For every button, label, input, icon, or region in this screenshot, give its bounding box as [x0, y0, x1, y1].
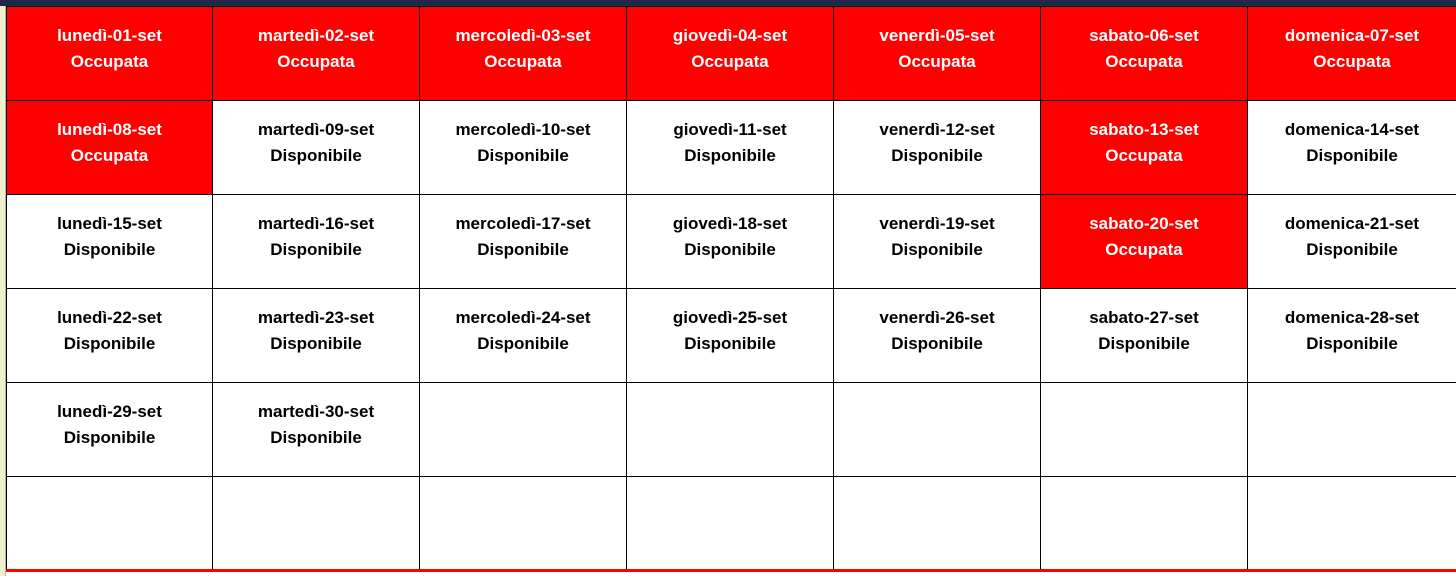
- day-cell[interactable]: [7, 289, 213, 383]
- day-cell[interactable]: [420, 101, 627, 195]
- empty-cell[interactable]: [7, 477, 213, 571]
- day-status-label: Disponibile: [684, 239, 776, 259]
- day-status-label: Occupata: [1313, 51, 1391, 71]
- calendar-grid: [6, 6, 1456, 571]
- day-cell[interactable]: [420, 195, 627, 289]
- empty-cell[interactable]: [420, 477, 627, 571]
- day-date-label: mercoledì-24-set: [455, 307, 591, 327]
- day-cell[interactable]: [7, 7, 213, 101]
- day-date-label: sabato-06-set: [1089, 25, 1199, 45]
- day-date-label: martedì-16-set: [257, 213, 375, 233]
- day-status-label: Disponibile: [477, 239, 569, 259]
- day-status-label: Disponibile: [270, 333, 362, 353]
- day-date-label: martedì-30-set: [257, 401, 375, 421]
- day-status-label: Disponibile: [270, 239, 362, 259]
- empty-cell[interactable]: [213, 477, 420, 571]
- empty-cell[interactable]: [834, 383, 1041, 477]
- day-date-label: lunedì-01-set: [57, 25, 162, 45]
- day-date-label: sabato-27-set: [1089, 307, 1199, 327]
- day-date-label: venerdì-05-set: [879, 25, 995, 45]
- day-date-label: mercoledì-10-set: [455, 119, 591, 139]
- day-cell[interactable]: [1041, 7, 1248, 101]
- day-status-label: Disponibile: [684, 145, 776, 165]
- day-cell[interactable]: [834, 101, 1041, 195]
- day-date-label: venerdì-12-set: [879, 119, 995, 139]
- day-status-label: Disponibile: [477, 333, 569, 353]
- day-cell[interactable]: [1248, 7, 1456, 101]
- day-date-label: lunedì-29-set: [57, 401, 162, 421]
- day-cell[interactable]: [213, 101, 420, 195]
- day-date-label: lunedì-22-set: [57, 307, 162, 327]
- day-date-label: venerdì-26-set: [879, 307, 995, 327]
- day-status-label: Disponibile: [63, 427, 156, 447]
- day-status-label: Disponibile: [1306, 333, 1398, 353]
- day-status-label: Disponibile: [63, 333, 156, 353]
- day-cell[interactable]: [7, 195, 213, 289]
- day-status-label: Disponibile: [684, 333, 776, 353]
- bottom-red-border: [6, 569, 1456, 572]
- day-cell[interactable]: [1248, 195, 1456, 289]
- day-date-label: lunedì-08-set: [57, 119, 162, 139]
- day-status-label: Occupata: [1105, 51, 1183, 71]
- day-status-label: Disponibile: [1306, 145, 1398, 165]
- day-status-label: Disponibile: [891, 239, 983, 259]
- day-date-label: sabato-13-set: [1089, 119, 1199, 139]
- day-status-label: Occupata: [1105, 239, 1183, 259]
- day-cell[interactable]: [834, 7, 1041, 101]
- day-status-label: Disponibile: [477, 145, 569, 165]
- day-status-label: Occupata: [898, 51, 976, 71]
- day-cell[interactable]: [1041, 195, 1248, 289]
- day-cell[interactable]: [213, 195, 420, 289]
- day-status-label: Occupata: [1105, 145, 1183, 165]
- empty-cell[interactable]: [1248, 477, 1456, 571]
- day-date-label: mercoledì-03-set: [455, 25, 591, 45]
- empty-cell[interactable]: [1041, 383, 1248, 477]
- day-status-label: Occupata: [277, 51, 355, 71]
- day-status-label: Disponibile: [891, 333, 983, 353]
- day-status-label: Disponibile: [1098, 333, 1190, 353]
- empty-cell[interactable]: [627, 383, 834, 477]
- day-date-label: mercoledì-17-set: [455, 213, 591, 233]
- day-status-label: Disponibile: [270, 427, 362, 447]
- day-date-label: giovedì-18-set: [672, 213, 788, 233]
- day-date-label: domenica-14-set: [1284, 119, 1420, 139]
- day-date-label: martedì-09-set: [257, 119, 375, 139]
- empty-cell[interactable]: [627, 477, 834, 571]
- day-status-label: Occupata: [70, 51, 149, 71]
- day-cell[interactable]: [627, 195, 834, 289]
- day-date-label: giovedì-25-set: [672, 307, 788, 327]
- day-date-label: venerdì-19-set: [879, 213, 995, 233]
- day-date-label: domenica-07-set: [1284, 25, 1420, 45]
- day-status-label: Occupata: [691, 51, 769, 71]
- day-date-label: martedì-02-set: [257, 25, 375, 45]
- day-date-label: giovedì-04-set: [672, 25, 788, 45]
- day-cell[interactable]: [1248, 101, 1456, 195]
- day-cell[interactable]: [420, 7, 627, 101]
- day-status-label: Disponibile: [63, 239, 156, 259]
- day-cell[interactable]: [834, 289, 1041, 383]
- day-status-label: Disponibile: [891, 145, 983, 165]
- day-status-label: Disponibile: [270, 145, 362, 165]
- day-cell[interactable]: [7, 383, 213, 477]
- day-date-label: domenica-28-set: [1284, 307, 1420, 327]
- day-cell[interactable]: [1041, 289, 1248, 383]
- day-cell[interactable]: [213, 7, 420, 101]
- day-status-label: Occupata: [70, 145, 149, 165]
- empty-cell[interactable]: [1041, 477, 1248, 571]
- day-date-label: lunedì-15-set: [57, 213, 162, 233]
- empty-cell[interactable]: [834, 477, 1041, 571]
- day-cell[interactable]: [1248, 289, 1456, 383]
- day-status-label: Occupata: [484, 51, 562, 71]
- day-date-label: sabato-20-set: [1089, 213, 1199, 233]
- empty-cell[interactable]: [420, 383, 627, 477]
- day-status-label: Disponibile: [1306, 239, 1398, 259]
- day-cell[interactable]: [420, 289, 627, 383]
- day-date-label: giovedì-11-set: [673, 119, 787, 139]
- empty-cell[interactable]: [1248, 383, 1456, 477]
- day-cell[interactable]: [627, 289, 834, 383]
- day-cell[interactable]: [627, 7, 834, 101]
- day-cell[interactable]: [834, 195, 1041, 289]
- day-cell[interactable]: [213, 383, 420, 477]
- day-date-label: domenica-21-set: [1284, 213, 1420, 233]
- day-cell[interactable]: [627, 101, 834, 195]
- day-cell[interactable]: [1041, 101, 1248, 195]
- day-date-label: martedì-23-set: [257, 307, 375, 327]
- day-cell[interactable]: [7, 101, 213, 195]
- day-cell[interactable]: [213, 289, 420, 383]
